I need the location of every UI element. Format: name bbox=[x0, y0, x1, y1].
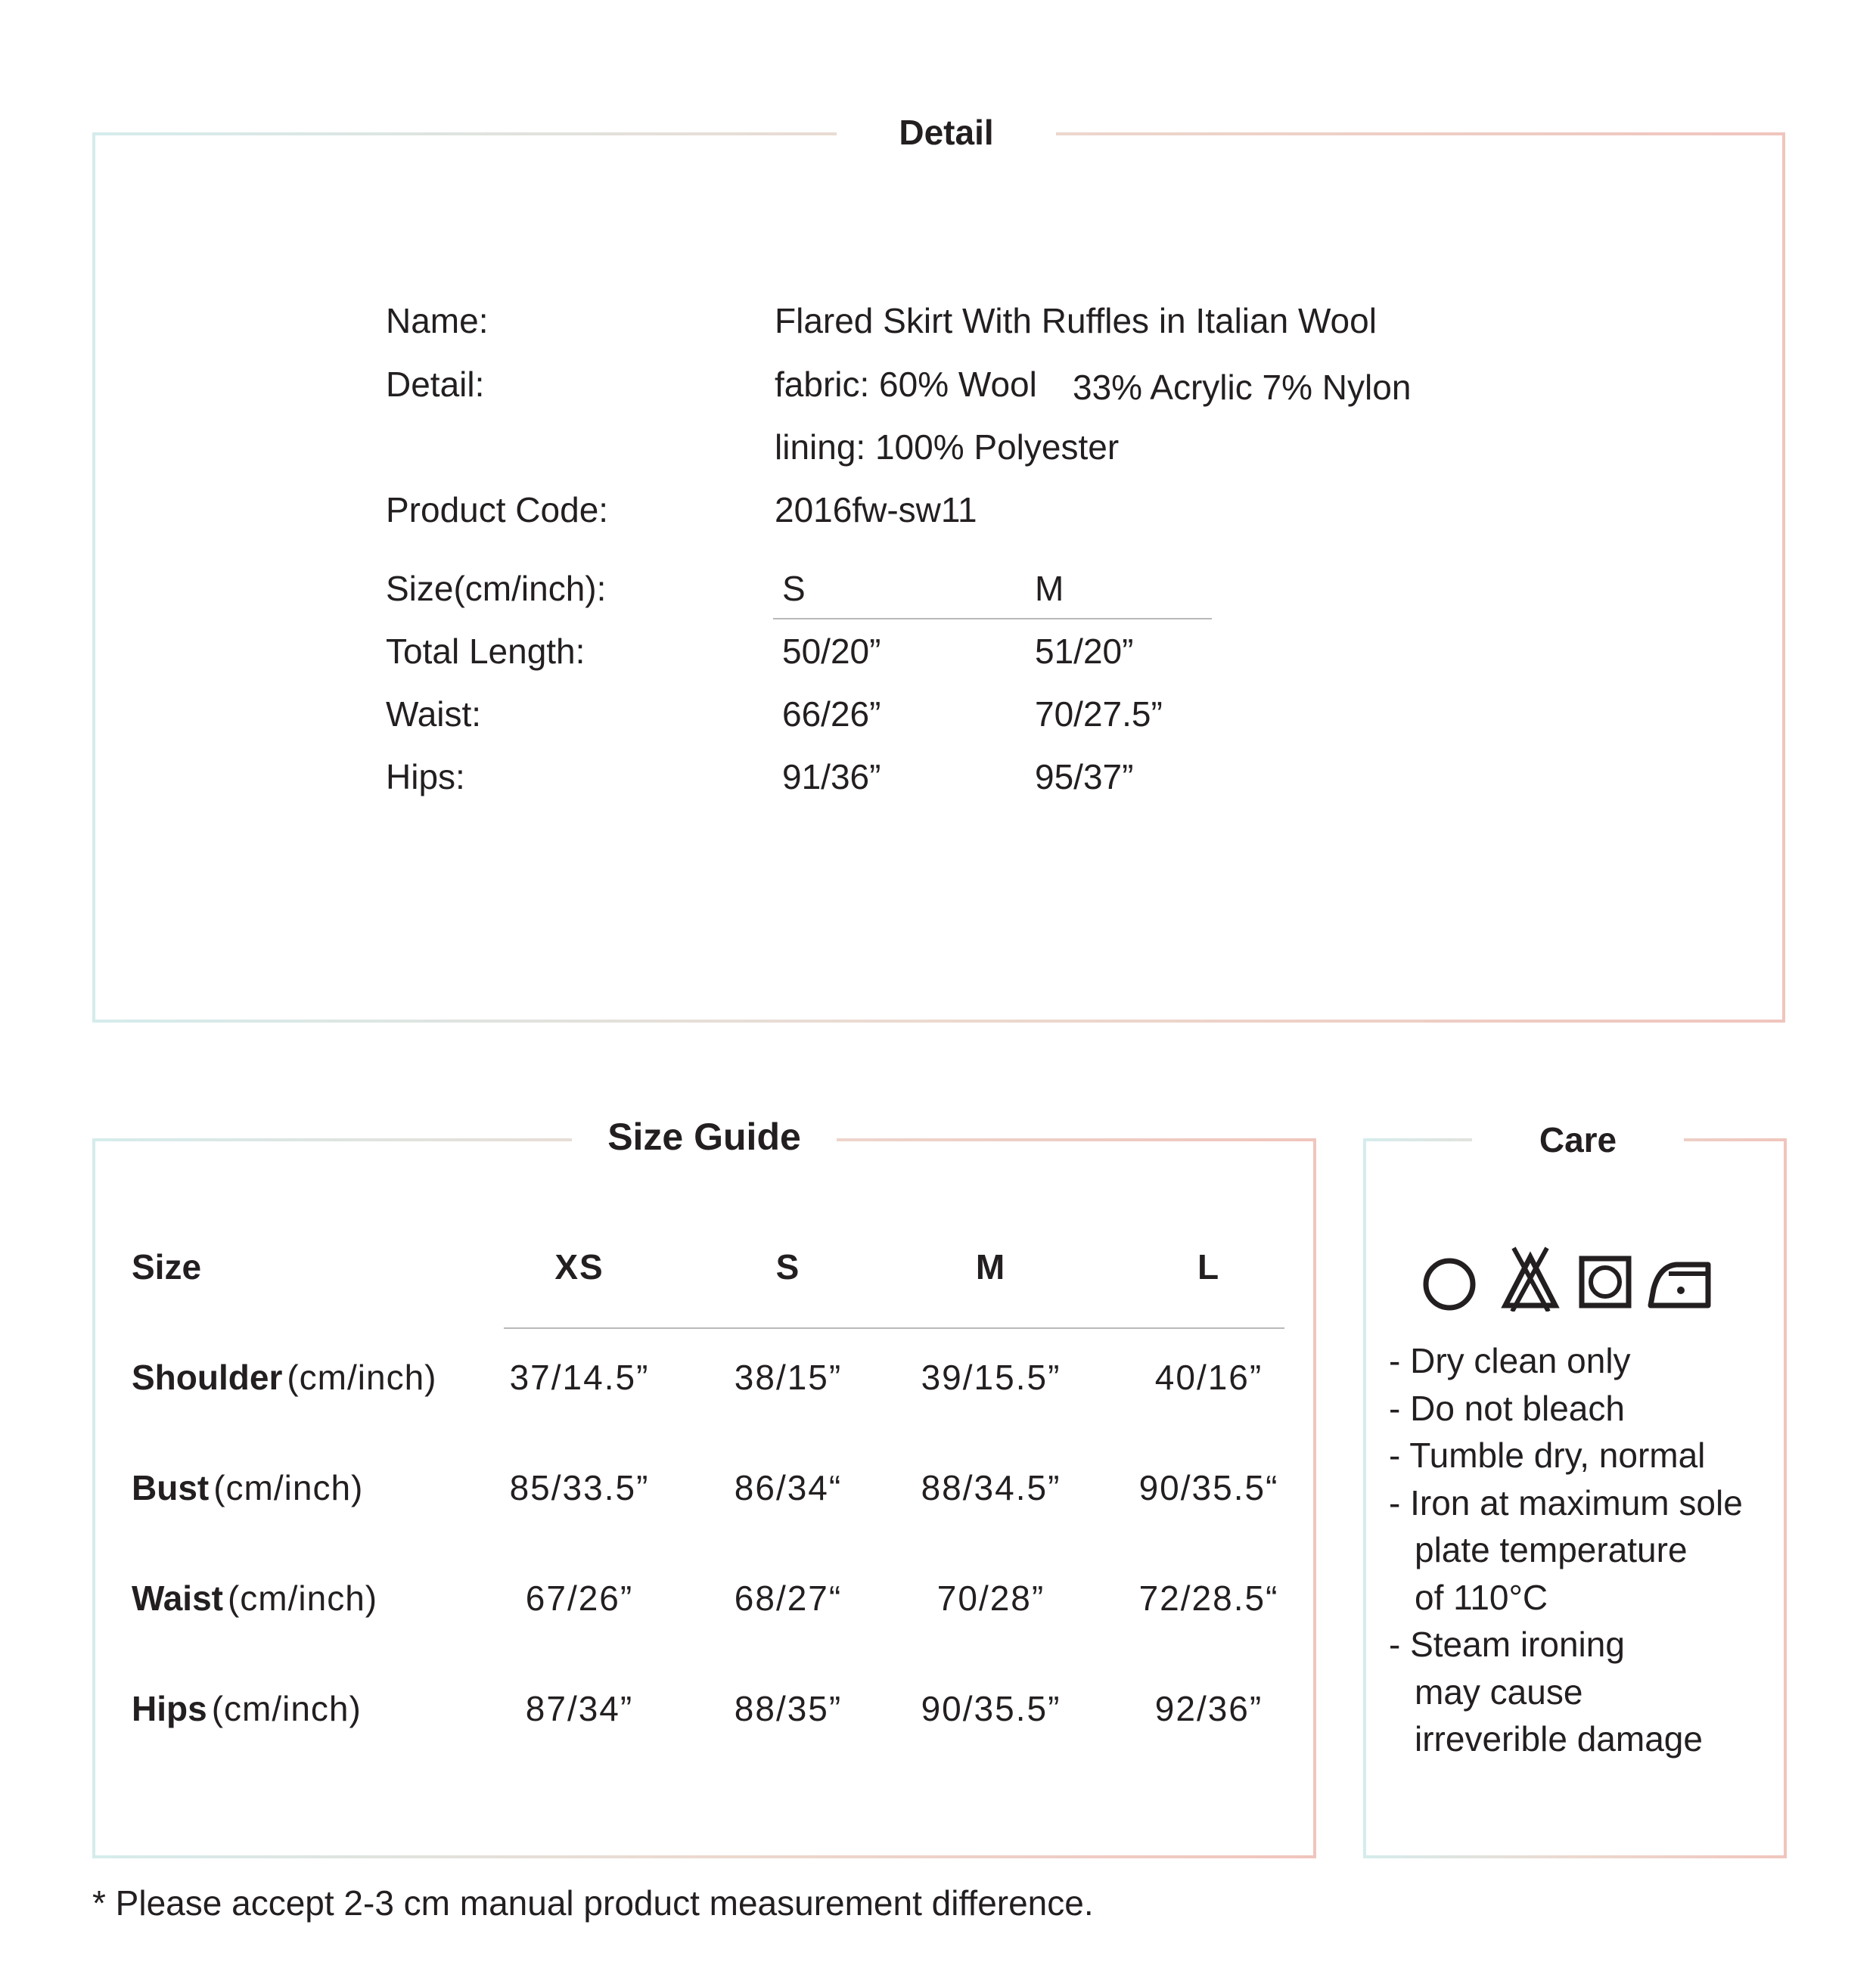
care-symbols-svg bbox=[1419, 1243, 1737, 1312]
table-row-label bbox=[132, 1467, 363, 1509]
care-title: Care bbox=[1472, 1117, 1684, 1163]
col-header-l: L bbox=[1197, 1247, 1221, 1287]
row-unit: (cm/inch) bbox=[287, 1358, 437, 1397]
table-cell: 67/26” bbox=[525, 1579, 634, 1618]
row-unit: (cm/inch) bbox=[227, 1579, 378, 1618]
size-header-divider bbox=[773, 618, 1212, 619]
table-cell: 85/33.5” bbox=[509, 1468, 650, 1507]
row-label-waist: Waist bbox=[132, 1579, 223, 1618]
care-line-no-bleach: - Do not bleach bbox=[1389, 1389, 1625, 1428]
col-header-xs: XS bbox=[554, 1247, 604, 1287]
waist-m: 70/27.5” bbox=[1035, 694, 1163, 734]
table-cell: 90/35.5” bbox=[921, 1689, 1061, 1728]
hips-m: 95/37” bbox=[1035, 757, 1134, 796]
table-cell: 86/34“ bbox=[734, 1468, 843, 1507]
table-cell: 90/35.5“ bbox=[1138, 1468, 1279, 1507]
care-line-iron: - Iron at maximum sole bbox=[1389, 1483, 1743, 1523]
measurement-footnote: * Please accept 2-3 cm manual product measurement difference. bbox=[92, 1883, 1094, 1923]
total-length-s: 50/20” bbox=[782, 632, 881, 671]
table-row-label bbox=[132, 1577, 377, 1619]
size-col-m: M bbox=[1035, 569, 1064, 608]
table-cell: 68/27“ bbox=[734, 1579, 843, 1618]
name-label: Name: bbox=[386, 301, 489, 340]
product-code-label: Product Code: bbox=[386, 490, 609, 529]
table-cell: 39/15.5” bbox=[921, 1358, 1061, 1397]
dry-clean-circle-icon bbox=[1426, 1261, 1473, 1308]
fabric-value-a: fabric: 60% Wool bbox=[775, 365, 1037, 404]
col-header-s: S bbox=[775, 1247, 801, 1287]
care-symbols bbox=[1419, 1243, 1737, 1312]
table-cell: 92/36” bbox=[1154, 1689, 1263, 1728]
lining-value: lining: 100% Polyester bbox=[775, 427, 1120, 467]
table-cell: 38/15” bbox=[734, 1358, 843, 1397]
row-unit: (cm/inch) bbox=[211, 1689, 362, 1728]
row-label-hips: Hips bbox=[132, 1689, 207, 1728]
name-value: Flared Skirt With Ruffles in Italian Wool bbox=[775, 301, 1377, 340]
care-line-iron-cont-2: of 110°C bbox=[1415, 1578, 1548, 1617]
care-line-steam-cont-1: may cause bbox=[1415, 1672, 1583, 1712]
detail-title: Detail bbox=[837, 110, 1056, 155]
size-guide-header-divider bbox=[504, 1327, 1284, 1329]
row-label-bust: Bust bbox=[132, 1468, 210, 1507]
size-guide-title: Size Guide bbox=[572, 1114, 837, 1159]
table-cell: 88/34.5” bbox=[921, 1468, 1061, 1507]
table-cell: 40/16” bbox=[1154, 1358, 1263, 1397]
product-code-value: 2016fw-sw11 bbox=[775, 490, 977, 529]
table-row-label bbox=[132, 1687, 362, 1730]
waist-label: Waist: bbox=[386, 694, 482, 734]
care-panel bbox=[1363, 1120, 1787, 1858]
table-cell: 88/35” bbox=[734, 1689, 843, 1728]
tumble-dry-icon bbox=[1582, 1259, 1629, 1305]
care-line-steam-cont-2: irreverible damage bbox=[1415, 1719, 1703, 1759]
care-line-dry-clean: - Dry clean only bbox=[1389, 1341, 1631, 1380]
table-cell: 87/34” bbox=[525, 1689, 634, 1728]
detail-panel bbox=[92, 113, 1785, 1023]
detail-label: Detail: bbox=[386, 365, 485, 404]
waist-s: 66/26” bbox=[782, 694, 881, 734]
iron-icon bbox=[1651, 1265, 1710, 1305]
care-line-tumble-dry: - Tumble dry, normal bbox=[1389, 1436, 1706, 1475]
table-cell: 37/14.5” bbox=[509, 1358, 650, 1397]
size-guide-panel bbox=[92, 1116, 1316, 1858]
do-not-bleach-triangle-icon bbox=[1505, 1248, 1555, 1312]
table-cell: 72/28.5“ bbox=[1138, 1579, 1279, 1618]
row-label-shoulder: Shoulder bbox=[132, 1358, 283, 1397]
row-unit: (cm/inch) bbox=[213, 1468, 364, 1507]
size-col-s: S bbox=[782, 569, 806, 608]
size-header-label: Size bbox=[132, 1247, 202, 1287]
hips-s: 91/36” bbox=[782, 757, 881, 796]
col-header-m: M bbox=[975, 1247, 1007, 1287]
fabric-value-b: 33% Acrylic 7% Nylon bbox=[1073, 368, 1412, 407]
care-line-steam: - Steam ironing bbox=[1389, 1625, 1625, 1664]
table-cell: 70/28” bbox=[936, 1579, 1045, 1618]
size-label: Size(cm/inch): bbox=[386, 569, 607, 608]
total-length-m: 51/20” bbox=[1035, 632, 1134, 671]
hips-label: Hips: bbox=[386, 757, 465, 796]
total-length-label: Total Length: bbox=[386, 632, 585, 671]
care-line-iron-cont-1: plate temperature bbox=[1415, 1530, 1688, 1569]
table-row-label bbox=[132, 1356, 436, 1398]
